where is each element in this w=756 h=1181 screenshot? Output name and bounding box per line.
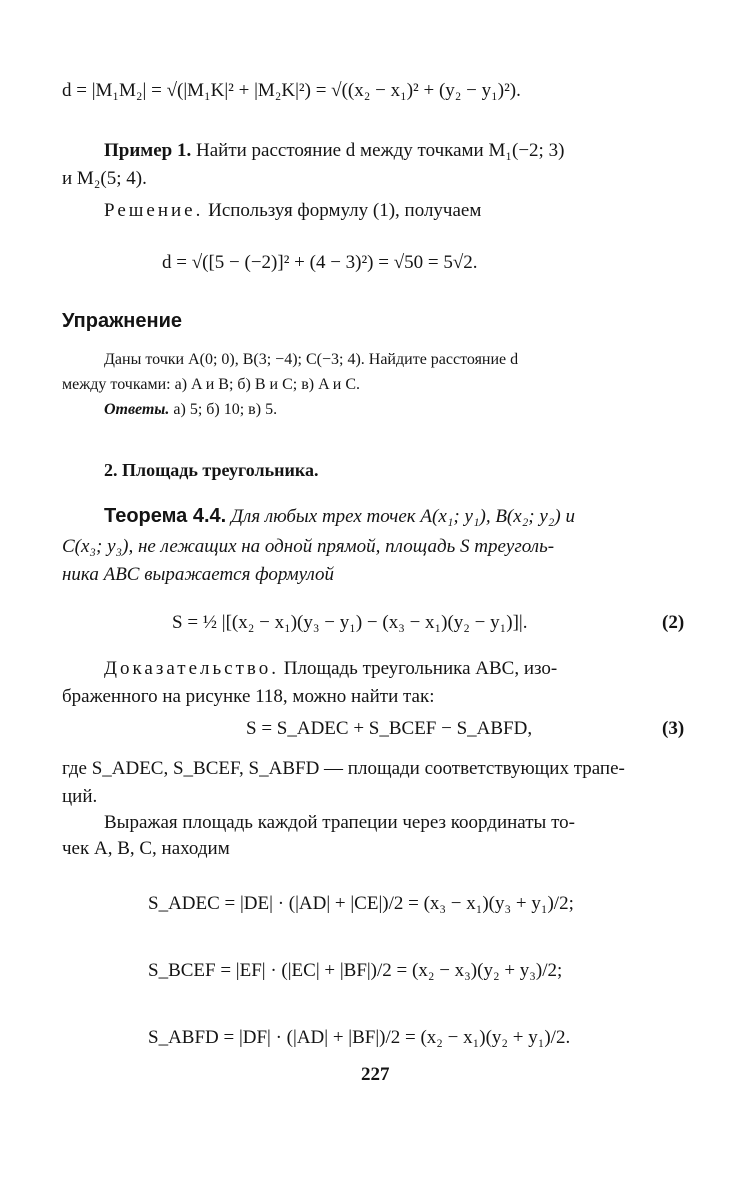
formula-abfd — [148, 1027, 570, 1049]
exercise-line2 — [62, 375, 360, 395]
exercise-text2: между точками: а) A и B; б) B и C; в) A и C. — [62, 376, 360, 393]
theorem-label: Теорема 4.4. — [104, 505, 227, 527]
exercise-answers — [104, 400, 277, 420]
solution-formula — [162, 252, 478, 274]
theorem-line1 — [104, 505, 575, 528]
example1-text1: Найти расстояние d между точками M₁(−2; 3) — [196, 140, 565, 161]
proof-label: Доказательство. — [104, 658, 279, 679]
formula-adec — [148, 893, 574, 915]
formula-distance — [62, 80, 521, 102]
answers-label: Ответы. — [104, 401, 170, 418]
theorem-line2 — [62, 536, 554, 558]
example1-line1 — [104, 140, 564, 162]
answers-text: а) 5; б) 10; в) 5. — [173, 401, 278, 418]
section2-title-text: 2. Площадь треугольника. — [104, 460, 319, 480]
proof-line4 — [62, 786, 97, 808]
exercise-line1 — [104, 350, 518, 370]
equation-number-3: (3) — [662, 718, 685, 739]
section2-title — [104, 459, 318, 481]
proof-text1: Площадь треугольника ABC, изо- — [283, 658, 558, 679]
proof-line1 — [104, 658, 557, 680]
solution-formula-text: d = √([5 − (−2)]² + (4 − 3)²) = √50 = 5√2. — [162, 252, 478, 273]
proof-text4: ций. — [62, 786, 98, 807]
proof-text6: чек A, B, C, находим — [62, 838, 230, 859]
example1-label: Пример 1. — [104, 140, 192, 161]
example1-line2 — [62, 168, 147, 190]
proof-line5 — [104, 812, 575, 834]
proof-line3 — [62, 758, 625, 780]
proof-text2: браженного на рисунке 118, можно найти так: — [62, 686, 435, 707]
theorem-formula-text: S = ½ |[(x₂ − x₁)(y₃ − y₁) − (x₃ − x₁)(y₂ − y₁)]|. — [172, 612, 528, 633]
example1-text2: и M₂(5; 4). — [62, 168, 147, 189]
formula-abfd-text: S_ABFD = |DF| · (|AD| + |BF|)/2 = (x₂ − x₁)(y₂ + y₁)/2. — [148, 1027, 571, 1048]
exercise-heading-text: Упражнение — [62, 310, 182, 332]
theorem-text2: C(x₃; y₃), не лежащих на одной прямой, площадь S треуголь- — [62, 536, 555, 557]
theorem-text1: Для любых трех точек A(x₁; y₁), B(x₂; y₂) и — [230, 506, 575, 527]
solution-text: Используя формулу (1), получаем — [208, 200, 482, 221]
proof-formula — [246, 718, 532, 740]
proof-line2 — [62, 686, 435, 708]
formula-distance-text: d = |M₁M₂| = √(|M₁K|² + |M₂K|²) = √((x₂ − x₁)² + (y₂ − y₁)²). — [62, 80, 521, 101]
proof-line6 — [62, 838, 230, 860]
equation-number-2: (2) — [662, 612, 685, 633]
exercise-text1: Даны точки A(0; 0), B(3; −4); C(−3; 4). Найдите расстояние d — [104, 351, 519, 368]
solution-label: Решение. — [104, 200, 204, 221]
page-number: 227 — [361, 1064, 390, 1085]
proof-text5: Выражая площадь каждой трапеции через координаты то- — [104, 812, 575, 833]
proof-formula-text: S = S_ADEC + S_BCEF − S_ABFD, — [246, 718, 533, 739]
proof-text3: где S_ADEC, S_BCEF, S_ABFD — площади соответствующих трапе- — [62, 758, 625, 779]
theorem-text3: ника ABC выражается формулой — [62, 564, 335, 585]
formula-bcef — [148, 960, 562, 982]
theorem-formula — [172, 612, 527, 634]
formula-adec-text: S_ADEC = |DE| · (|AD| + |CE|)/2 = (x₃ − x₁)(y₃ + y₁)/2; — [148, 893, 574, 914]
example1-solution-line — [104, 200, 481, 222]
exercise-heading — [62, 310, 182, 332]
theorem-line3 — [62, 564, 334, 586]
formula-bcef-text: S_BCEF = |EF| · (|EC| + |BF|)/2 = (x₂ − x₃)(y₂ + y₃)/2; — [148, 960, 563, 981]
